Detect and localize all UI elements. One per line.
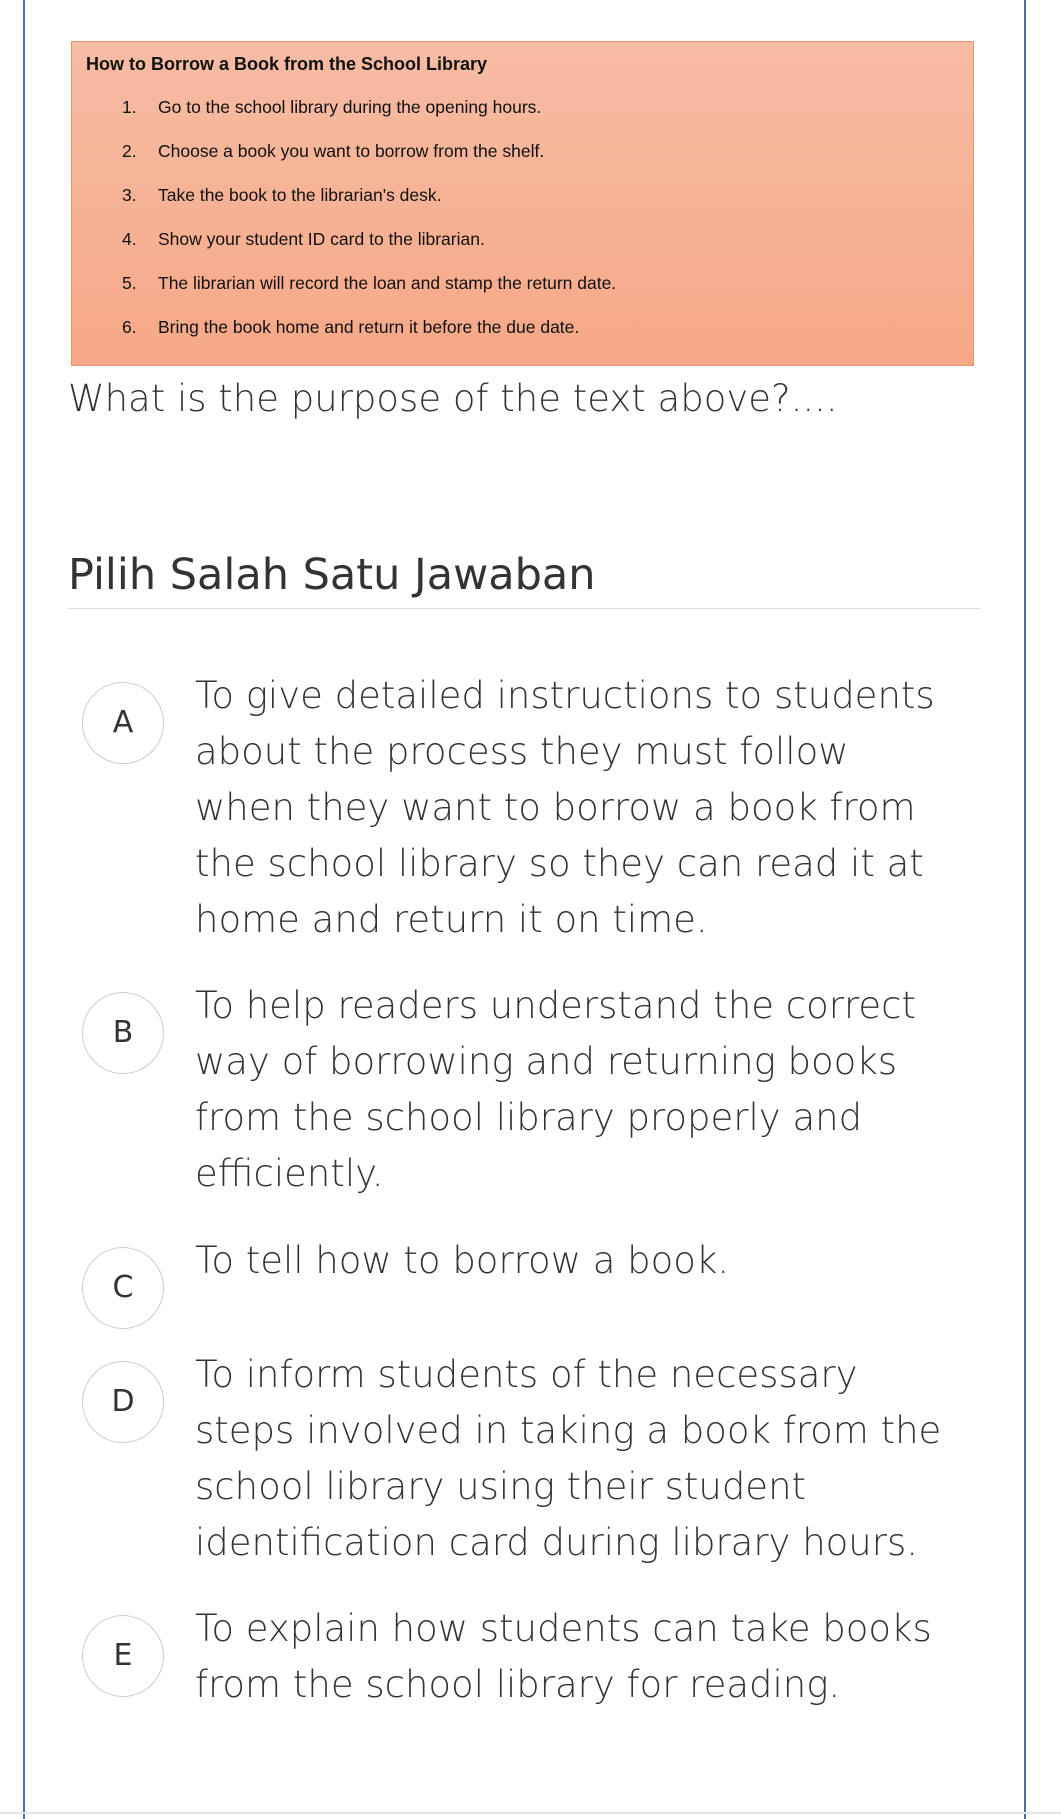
passage-step: [122, 95, 541, 119]
step-text: Bring the book home and return it before the due date.: [158, 317, 580, 337]
step-number: 3.: [122, 185, 137, 205]
step-number: 1.: [122, 97, 137, 117]
option-text[interactable]: To tell how to borrow a book.: [195, 1239, 730, 1282]
passage-step: [122, 139, 544, 163]
left-frame-border: [23, 0, 25, 1819]
step-number: 6.: [122, 317, 137, 337]
passage-step: [122, 183, 442, 207]
step-text: Choose a book you want to borrow from the shelf.: [158, 141, 545, 161]
step-number: 5.: [122, 273, 137, 293]
step-text: Go to the school library during the opening hours.: [158, 97, 542, 117]
answer-section-title: Pilih Salah Satu Jawaban: [68, 550, 596, 600]
option-text[interactable]: To explain how students can take books from the school library for reading.: [195, 1607, 932, 1706]
option-letter-badge[interactable]: A: [82, 682, 164, 764]
bottom-frame-border: [0, 1812, 1061, 1814]
option-letter-badge[interactable]: C: [82, 1247, 164, 1329]
step-text: The librarian will record the loan and stamp the return date.: [158, 273, 617, 293]
step-number: 2.: [122, 141, 137, 161]
option-text[interactable]: To give detailed instructions to students about the process they must follow when they want to borrow a book from the school library so they can read it at home and return it on time.: [195, 674, 935, 941]
passage-box: [71, 41, 974, 366]
step-text: Show your student ID card to the librarian.: [158, 229, 485, 249]
step-number: 4.: [122, 229, 137, 249]
step-text: Take the book to the librarian's desk.: [158, 185, 442, 205]
option-letter-badge[interactable]: B: [82, 992, 164, 1074]
passage-title: How to Borrow a Book from the School Library: [86, 54, 488, 74]
passage-step: [122, 271, 616, 295]
option-text[interactable]: To help readers understand the correct way of borrowing and returning books from the school library properly and efficiently.: [195, 984, 916, 1195]
passage-step: [122, 227, 485, 251]
passage-step: [122, 315, 579, 339]
option-letter-badge[interactable]: E: [82, 1615, 164, 1697]
section-divider: [68, 608, 981, 609]
right-frame-border: [1024, 0, 1026, 1819]
option-text[interactable]: To inform students of the necessary steps involved in taking a book from the school library using their student identification card during library hours.: [195, 1353, 942, 1564]
option-letter-badge[interactable]: D: [82, 1361, 164, 1443]
question-text: What is the purpose of the text above?....: [68, 377, 838, 420]
